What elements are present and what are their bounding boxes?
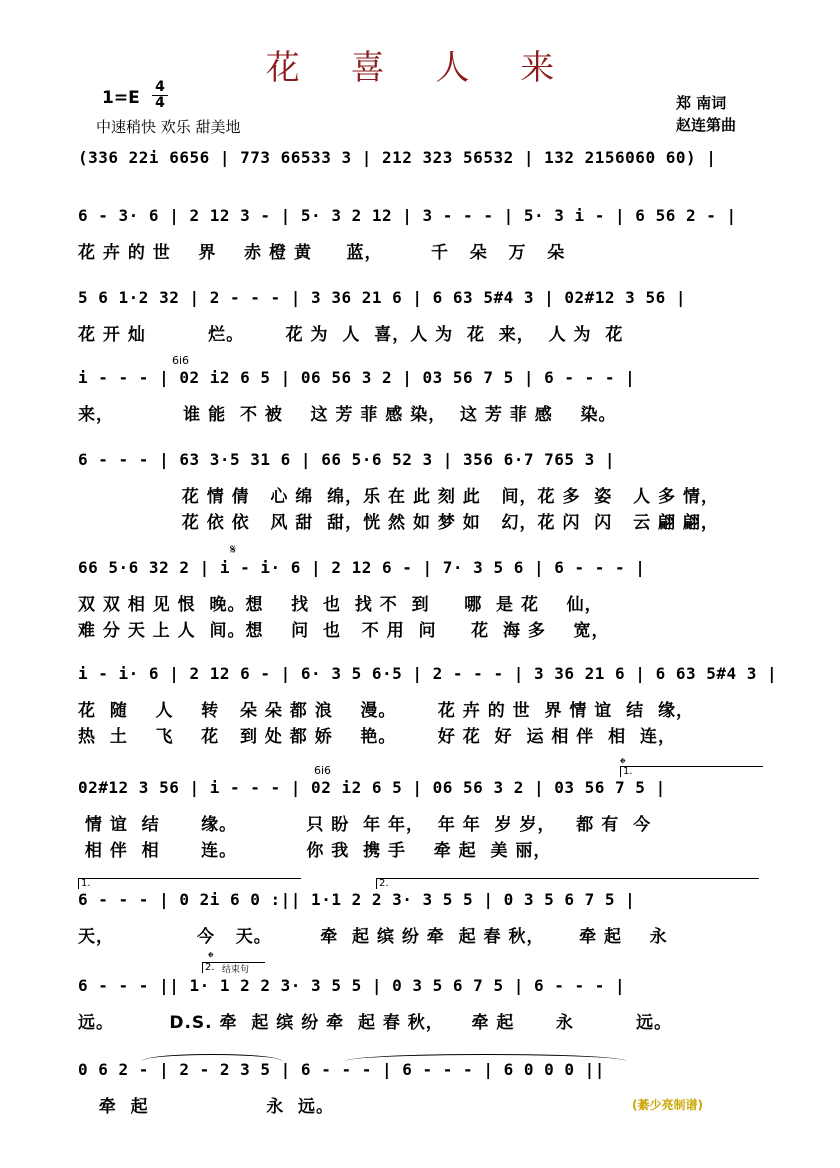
volta-bracket-ending-1: 1. [78,878,301,889]
lyric-line: 花 卉 的 世 界 赤 橙 黄 蓝， 千 朵 万 朵 [78,243,566,263]
composer-credit: 赵连第曲 [676,116,737,134]
notation-line: 6 - - - || 1· 1 2 2 3· 3 5 5 | 0 3 5 6 7 5 | 6 - - - | [78,976,626,995]
lyricist-credit: 郑 南词 [676,94,727,112]
notation-line: (336 22i 6656 | 773 66533 3 | 212 323 56532 | 132 2156060 60) | [78,148,717,167]
lyric-line: 远。 D.S. 牵 起 缤 纷 牵 起 春 秋， 牵 起 永 远。 [78,1013,673,1033]
lyric-line: 牵 起 永 远。 [78,1097,335,1117]
time-signature-bottom: 4 [152,95,168,111]
volta-bracket-2: 2. [202,962,265,973]
notation-line: 6 - - - | 0 2i 6 0 :|| 1·1 2 2 3· 3 5 5 | 0 3 5 6 7 5 | [78,890,636,909]
key-signature: 1=E [102,88,140,108]
notation-line: i - - - | 02 i2 6 5 | 06 56 3 2 | 03 56 7 5 | 6 - - - | [78,368,636,387]
lyric-line: 情 谊 结 缘。 只 盼 年 年， 年 年 岁 岁， 都 有 今 [78,815,652,835]
lyric-line-verse-2: 相 伴 相 连。 你 我 携 手 牵 起 美 丽， [78,841,552,861]
segno-sign: 𝄋 [230,542,237,558]
time-signature-top: 4 [155,79,165,95]
notation-line: 5 6 1·2 32 | 2 - - - | 3 36 21 6 | 6 63 5#4 3 | 02#12 3 56 | [78,288,686,307]
notation-line: 0 6 2 - | 2 - 2 3 5 | 6 - - - | 6 - - - | 6 0 0 0 || [78,1060,605,1079]
lyric-line-verse-2: 花 依 依 风 甜 甜，恍 然 如 梦 如 幻，花 闪 闪 云 翩 翩， [78,513,719,533]
lyric-line: 花 开 灿 烂。 花 为 人 喜，人 为 花 来， 人 为 花 [78,325,624,345]
notation-line: 6 - - - | 63 3·5 31 6 | 66 5·6 52 3 | 356 6·7 765 3 | [78,450,616,469]
volta-bracket-ending-2: 2. [376,878,759,889]
song-title: 花 喜 人 来 [265,48,575,88]
lyric-line: 花 情 倩 心 绵 绵，乐 在 此 刻 此 间，花 多 姿 人 多 情， [78,487,719,507]
score-maker-credit: (綦少亮制谱) [632,1098,703,1112]
notation-line: 6 - 3· 6 | 2 12 3 - | 5· 3 2 12 | 3 - - - | 5· 3 i - | 6 56 2 - | [78,206,737,225]
volta-bracket-1: 1. [620,766,763,777]
time-signature [152,80,168,111]
lyric-line: 花 随 人 转 朵 朵 都 浪 漫。 花 卉 的 世 界 情 谊 结 缘， [78,701,694,721]
coda-sign: 𝄌 [208,948,214,967]
lyric-line: 双 双 相 见 恨 晚。想 找 也 找 不 到 哪 是 花 仙， [78,595,603,615]
coda-sign: 𝄌 [620,754,626,773]
grace-note-mark: 6i6 [314,764,332,777]
notation-line: 02#12 3 56 | i - - - | 02 i2 6 5 | 06 56 3 2 | 03 56 7 5 | [78,778,666,797]
tempo-marking: 中速稍快 欢乐 甜美地 [96,118,241,136]
grace-note-mark: 6i6 [172,354,190,367]
lyric-line-verse-2: 热 土 飞 花 到 处 都 娇 艳。 好 花 好 运 相 伴 相 连， [78,727,676,747]
lyric-line: 天， 今 天。 牵 起 缤 纷 牵 起 春 秋， 牵 起 永 [78,927,668,947]
lyric-line: 来， 谁 能 不 被 这 芳 菲 感 染， 这 芳 菲 感 染。 [78,405,617,425]
ending-phrase-label: 结束句 [222,965,250,975]
lyric-line-verse-2: 难 分 天 上 人 间。想 问 也 不 用 问 花 海 多 宽， [78,621,610,641]
notation-line: i - i· 6 | 2 12 6 - | 6· 3 5 6·5 | 2 - - - | 3 36 21 6 | 6 63 5#4 3 | [78,664,778,683]
notation-line: 66 5·6 32 2 | i - i· 6 | 2 12 6 - | 7· 3 5 6 | 6 - - - | [78,558,646,577]
